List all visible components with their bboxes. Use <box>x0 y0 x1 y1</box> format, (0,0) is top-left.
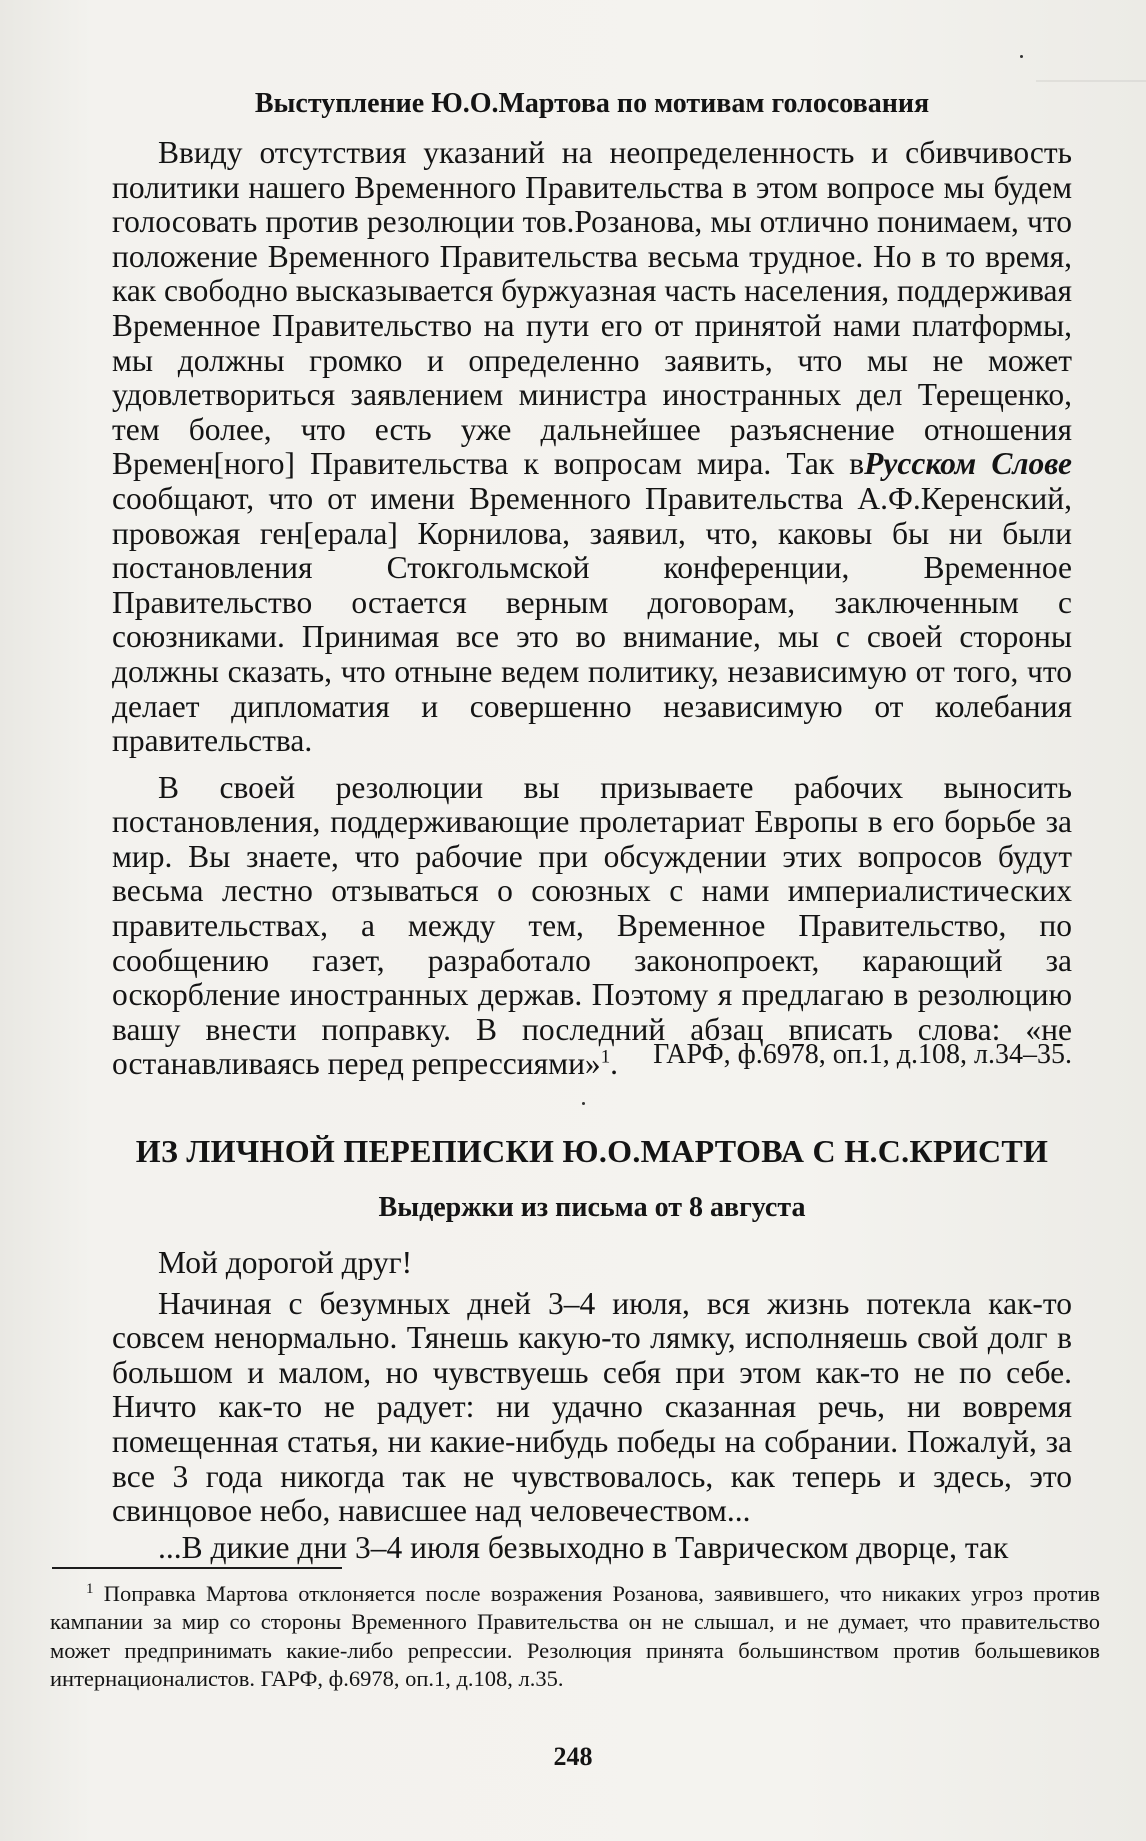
letter-subtitle: Выдержки из письма от 8 августа <box>378 1192 806 1223</box>
footnote-rule <box>52 1567 342 1569</box>
speech-paragraph-1-text-a: Ввиду отсутствия указаний на неопределенность и сбивчивость политики нашего Временного Правительства в этом вопросе мы будем голосовать против резолюции тов.Розанова, мы отлично понимаем, что положение Временного Правительства весьма трудное. Но в то время, как свободно высказывается буржуазная часть населения, поддерживая Временное Правительство на пути его от принятой нами платформы, мы должны громко и определенно заявить, что мы не может удовлетвориться заявлением министра иностранных дел Терещенко, тем более, что есть уже дальнейшее разъяснение отношения Времен[ного] Правительства к вопросам мира. Так в <box>112 135 1072 482</box>
archive-reference: ГАРФ, ф.6978, оп.1, д.108, л.34–35. <box>653 1039 1072 1070</box>
speech-source <box>112 1037 1072 1073</box>
footnote-number: 1 <box>86 1580 94 1597</box>
margin-speck <box>582 1102 585 1105</box>
correspondence-title: ИЗ ЛИЧНОЙ ПЕРЕПИСКИ Ю.О.МАРТОВА С Н.С.КРИСТИ <box>135 1133 1049 1169</box>
letter-body <box>112 1246 1072 1565</box>
letter-paragraph-2: ...В дикие дни 3–4 июля безвыходно в Таврическом дворце, так <box>158 1529 1009 1565</box>
margin-speck <box>1020 55 1023 58</box>
correspondence-section <box>112 1131 1072 1171</box>
footnote-reference: 1 <box>600 1046 611 1068</box>
letter-greeting: Мой дорогой друг! <box>158 1245 413 1280</box>
page-number: 248 <box>553 1742 593 1771</box>
speech-body <box>112 136 1072 1082</box>
speech-paragraph-2-text: В своей резолюции вы призываете рабочих выносить постановления, поддерживающие пролетариат Европы в его борьбе за мир. Вы знаете, что рабочие при обсуждении этих вопросов будут весьма лестно отзываться о союзных с нами империалистических правительствах, а между тем, Временное Правительство, по сообщению газет, разработало законопроект, карающий за оскорбление иностранных держав. Поэтому я предлагаю в резолюцию вашу внести поправку. В последний абзац вписать слова: «не останавливаясь перед репрессиями» <box>112 769 1072 1082</box>
speech-paragraph-2 <box>112 771 1072 1082</box>
letter-paragraph-1: Начиная с безумных дней 3–4 июля, вся жизнь потекла как-то совсем ненормально. Тянешь какую-то лямку, исполняешь свой долг в большом и малом, но чувствуешь себя при этом как-то не по себе. Ничто как-то не радует: ни удачно сказанная речь, ни вовремя помещенная статья, ни какие-нибудь победы на собрании. Пожалуй, за все 3 года никогда так не чувствовалось, как теперь и здесь, это свинцовое небо, нависшее над человечеством... <box>112 1285 1072 1529</box>
footnote-text: Поправка Мартова отклоняется после возражения Розанова, заявившего, что никаких угроз против кампании за мир со стороны Временного Правительства он не слышал, и не думает, что правительство может предпринимать какие-либо репрессии. Резолюция принята большинством против большевиков интернационалистов. ГАРФ, ф.6978, оп.1, д.108, л.35. <box>50 1581 1100 1691</box>
speech-title: Выступление Ю.О.Мартова по мотивам голосования <box>254 88 930 119</box>
speech-paragraph-1 <box>112 136 1072 759</box>
footnote <box>50 1580 1100 1693</box>
letter-subtitle-block <box>112 1190 1072 1226</box>
footnote-block <box>50 1580 1100 1693</box>
show-through-line <box>1036 80 1146 82</box>
newspaper-title: Русском Слове <box>864 446 1072 482</box>
speech-paragraph-1-text-b: сообщают, что от имени Временного Правительства А.Ф.Керенский, провожая ген[ерала] Корнилова, заявил, что, каковы бы ни были постановления Стокгольмской конференции, Временное Правительство остается верным договорам, заключенным с союзниками. Принимая все это во внимание, мы с своей стороны должны сказать, что отныне ведем политику, независимую от того, что делает дипломатия и совершенно независимую от колебания правительства. <box>112 480 1072 759</box>
speech-paragraph-2-end: . <box>610 1046 619 1082</box>
speech-section <box>112 86 1072 122</box>
